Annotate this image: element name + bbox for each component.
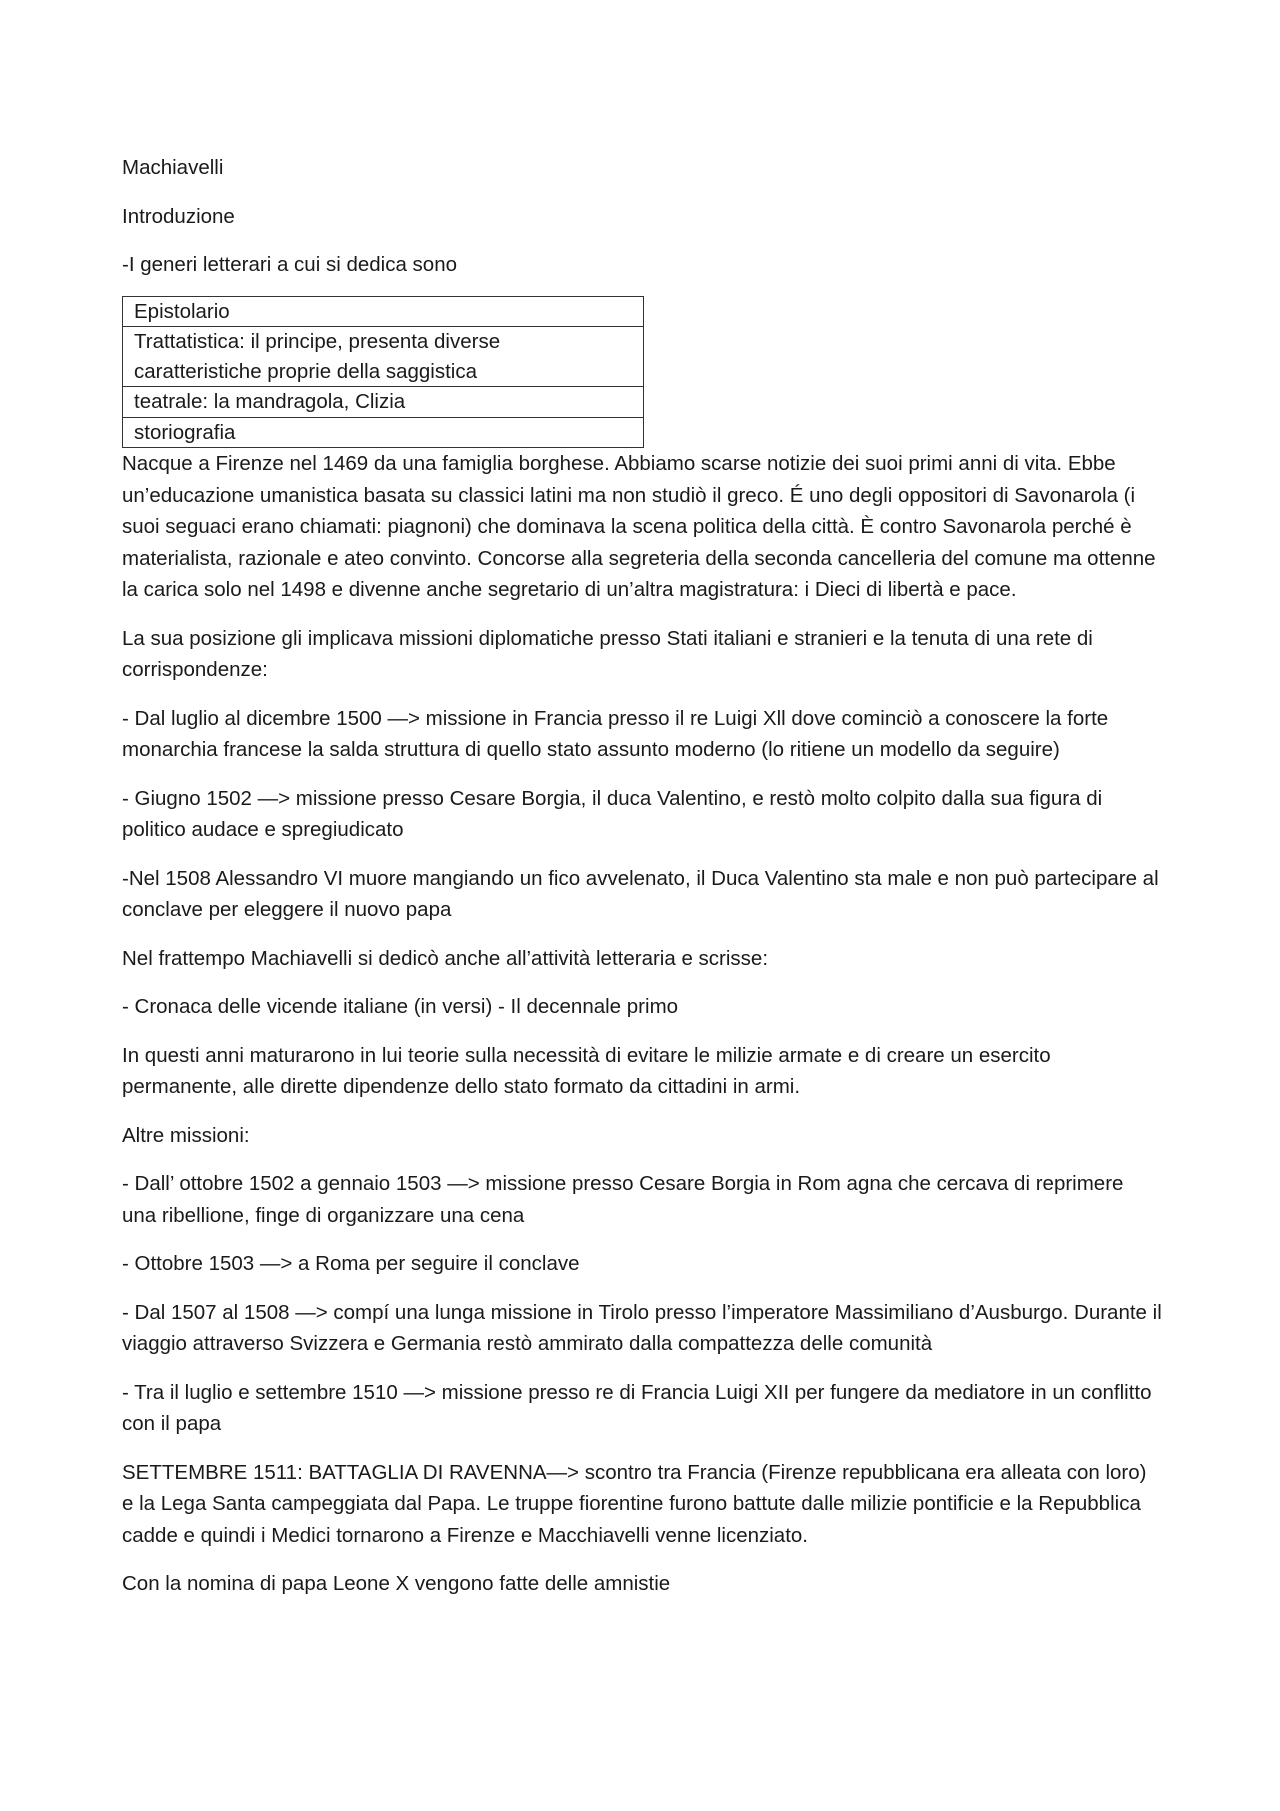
paragraph: - Giugno 1502 —> missione presso Cesare Borgia, il duca Valentino, e restò molto colpito dalla sua figura di politico audace e spregiudicato	[122, 786, 1103, 841]
table-row	[123, 327, 644, 387]
paragraph: -Nel 1508 Alessandro VI muore mangiando un fico avvelenato, il Duca Valentino sta male e non può partecipare al conclave per eleggere il nuovo papa	[122, 866, 1159, 921]
table-cell: Epistolario	[123, 296, 644, 327]
paragraph: Altre missioni:	[122, 1123, 250, 1147]
table-cell: storiografia	[123, 417, 644, 448]
paragraph: La sua posizione gli implicava missioni diplomatiche presso Stati italiani e stranieri e la tenuta di una rete di corrispondenze:	[122, 626, 1093, 681]
paragraph: In questi anni maturarono in lui teorie sulla necessità di evitare le milizie armate e di creare un esercito permanente, alle dirette dipendenze dello stato formato da cittadini in armi.	[122, 1043, 1051, 1098]
table-row	[123, 296, 644, 327]
document-title: Machiavelli	[122, 156, 224, 179]
table-cell: Trattatistica: il principe, presenta diverse caratteristiche proprie della saggistica	[123, 327, 644, 387]
paragraph: - Tra il luglio e settembre 1510 —> missione presso re di Francia Luigi XII per fungere da mediatore in un conflitto con il papa	[122, 1380, 1152, 1435]
paragraph: Nacque a Firenze nel 1469 da una famiglia borghese. Abbiamo scarse notizie dei suoi primi anni di vita. Ebbe un’educazione umanistica basata su classici latini ma non studiò il greco. É uno degli oppositori di Savonarola (i suoi seguaci erano chiamati: piagnoni) che dominava la scena politica della città. È contro Savonarola perché è materialista, razionale e ateo convinto. Concorse alla segreteria della seconda cancelleria del comune ma ottenne la carica solo nel 1498 e divenne anche segretario di un’altra magistratura: i Dieci di libertà e pace.	[122, 452, 1156, 601]
table-cell: teatrale: la mandragola, Clizia	[123, 387, 644, 418]
paragraph: SETTEMBRE 1511: BATTAGLIA DI RAVENNA—> scontro tra Francia (Firenze repubblicana era alleata con loro) e la Lega Santa campeggiata dal Papa. Le truppe fiorentine furono battute dalle milizie pontificie e la Repubblica cadde e quindi i Medici tornarono a Firenze e Macchiavelli venne licenziato.	[122, 1460, 1147, 1547]
paragraph: - Dal luglio al dicembre 1500 —> missione in Francia presso il re Luigi Xll dove cominciò a conoscere la forte monarchia francese la salda struttura di quello stato assunto moderno (lo ritiene un modello da seguire)	[122, 706, 1109, 761]
paragraph: Con la nomina di papa Leone X vengono fatte delle amnistie	[122, 1572, 671, 1595]
paragraph: Nel frattempo Machiavelli si dedicò anche all’attività letteraria e scrisse:	[122, 946, 769, 970]
genres-table	[122, 296, 644, 449]
document-body	[122, 152, 1162, 1617]
table-row	[123, 417, 644, 448]
paragraph: - Cronaca delle vicende italiane (in versi) - Il decennale primo	[122, 995, 679, 1018]
document-subtitle: Introduzione	[122, 204, 235, 228]
genres-intro: -I generi letterari a cui si dedica sono	[122, 253, 458, 276]
table-row	[123, 387, 644, 418]
paragraph: - Dal 1507 al 1508 —> compí una lunga missione in Tirolo presso l’imperatore Massimiliano d’Ausburgo. Durante il viaggio attraverso Svizzera e Germania restò ammirato dalla compattezza delle comunità	[122, 1300, 1162, 1355]
paragraph: - Dall’ ottobre 1502 a gennaio 1503 —> missione presso Cesare Borgia in Rom agna che cercava di reprimere una ribellione, finge di organizzare una cena	[122, 1172, 1124, 1227]
paragraph: - Ottobre 1503 —> a Roma per seguire il conclave	[122, 1252, 580, 1275]
